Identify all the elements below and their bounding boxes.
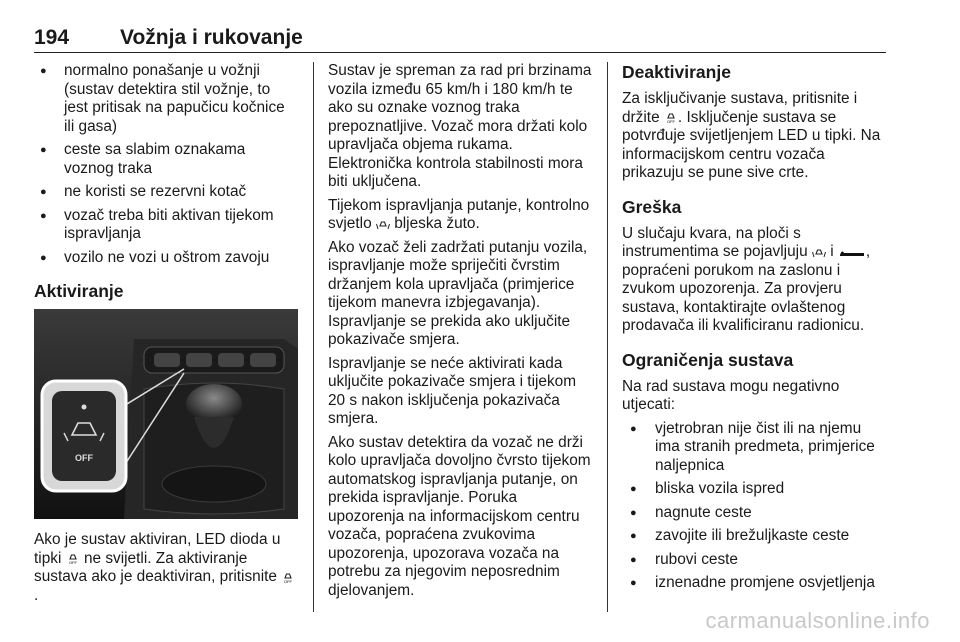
lane-assist-icon (376, 217, 390, 231)
paragraph (622, 90, 888, 183)
limitations-list (622, 420, 888, 593)
list-item: ● bliska vozila ispred (622, 480, 888, 499)
section-heading-activation: Aktiviranje (34, 281, 124, 301)
watermark: carmanualsonline.info (705, 608, 930, 633)
lane-keep-off-icon (281, 570, 295, 584)
svg-text:OFF: OFF (666, 119, 675, 125)
lane-keep-off-icon (664, 110, 678, 124)
column-divider (607, 62, 608, 612)
paragraph-text: bljeska žuto. (394, 215, 480, 232)
list-item: ● ceste sa slabim oznakama voznog traka (34, 141, 298, 178)
page-number: 194 (34, 26, 70, 49)
paragraph-text: . Isključenje sustava se potvrđuje svijetljenjem LED u tipki. Na informacijskom centru vozača prikazuju se pune sive crte. (622, 108, 881, 181)
list-item: ● vozač treba biti aktivan tijekom ispravljanja (34, 207, 298, 244)
section-heading-deactivation: Deaktiviranje (622, 62, 731, 82)
caption-paragraph (34, 531, 298, 605)
svg-text:OFF: OFF (68, 560, 77, 566)
paragraph-text: U slučaju kvara, na ploči s instrumentima se pojavljuju (622, 224, 808, 260)
center-console-photo (34, 309, 298, 519)
paragraph (328, 197, 592, 234)
lane-assist-icon (812, 245, 826, 259)
paragraph: Ispravljanje se neće aktivirati kada uključite pokazivače smjera i tijekom 20 s nakon isključenja pokazivača smjera. (328, 354, 577, 427)
list-item: ● normalno ponašanje u vožnji (sustav detektira stil vožnje, to jest pritisak na papučicu kočnice ili gasa) (34, 62, 298, 136)
paragraph: Ako sustav detektira da vozač ne drži kolo upravljača dovoljno čvrsto tijekom automatskog ispravljanja putanje, on prekida ispravljanje. Poruka upozorenja na informacijskom centru vozača, popraćena zvukovima upozorenja, upozorava vozača na potrebu za njegovim neposrednim djelovanjem. (328, 433, 591, 599)
list-item: ● nagnute ceste (622, 504, 888, 523)
list-item: ● ne koristi se rezervni kotač (34, 183, 298, 202)
conditions-list (34, 62, 298, 267)
svg-text:OFF: OFF (284, 578, 293, 584)
section-heading-limitations: Ograničenja sustava (622, 349, 794, 370)
list-item: ● zavojite ili brežuljkaste ceste (622, 527, 888, 546)
section-heading-fault: Greška (622, 196, 682, 217)
warning-bar-icon (838, 245, 866, 259)
column-right (622, 62, 888, 598)
paragraph-text: Za isključivanje sustava, pritisnite i držite (622, 90, 858, 126)
paragraph (622, 225, 888, 336)
column-divider (313, 62, 314, 612)
chapter-title: Vožnja i rukovanje (120, 26, 303, 49)
paragraph-text: Tijekom ispravljanja putanje, kontrolno svjetlo (328, 196, 590, 232)
paragraph-text: i (830, 243, 834, 260)
caption-text: . (34, 586, 39, 604)
column-left (34, 62, 298, 610)
paragraph: Sustav je spreman za rad pri brzinama vozila između 65 km/h i 180 km/h te ako su oznake voznog traka prepoznatljive. Vozač mora držati kolo upravljača objema rukama. Elektronička kontrola stabilnosti mora biti uključena. (328, 62, 592, 190)
caption-text: Ako je sustav aktiviran, LED dioda u tipki (34, 531, 281, 567)
list-item: ● vozilo ne vozi u oštrom zavoju (34, 249, 298, 268)
list-item: ● iznenadne promjene osvjetljenja (622, 574, 888, 593)
caption-text: ne svijetli. Za aktiviranje sustava ako je deaktiviran, pritisnite (34, 549, 277, 585)
page-header (34, 22, 886, 53)
button-off-label: OFF (75, 453, 93, 463)
list-item: ● rubovi ceste (622, 551, 888, 570)
paragraph: Ako vozač želi zadržati putanju vozila, ispravljanje može spriječiti čvrstim držanjem kola upravljača (primjerice tijekom manevra izbjegavanja). Ispravljanje se prekida ako uključite pokazivače smjera. (328, 238, 588, 348)
column-middle (328, 62, 592, 605)
paragraph: Na rad sustava mogu negativno utjecati: (622, 377, 840, 413)
list-item: ● vjetrobran nije čist ili na njemu ima stranih predmeta, primjerice naljepnica (622, 420, 888, 476)
paragraph-text: , popraćeni porukom na zaslonu i zvukom upozorenja. Za provjeru sustava, kontaktirajte ovlaštenog prodavača ili kvalificiranu radionicu. (622, 243, 871, 334)
lane-keep-off-icon (66, 551, 80, 565)
